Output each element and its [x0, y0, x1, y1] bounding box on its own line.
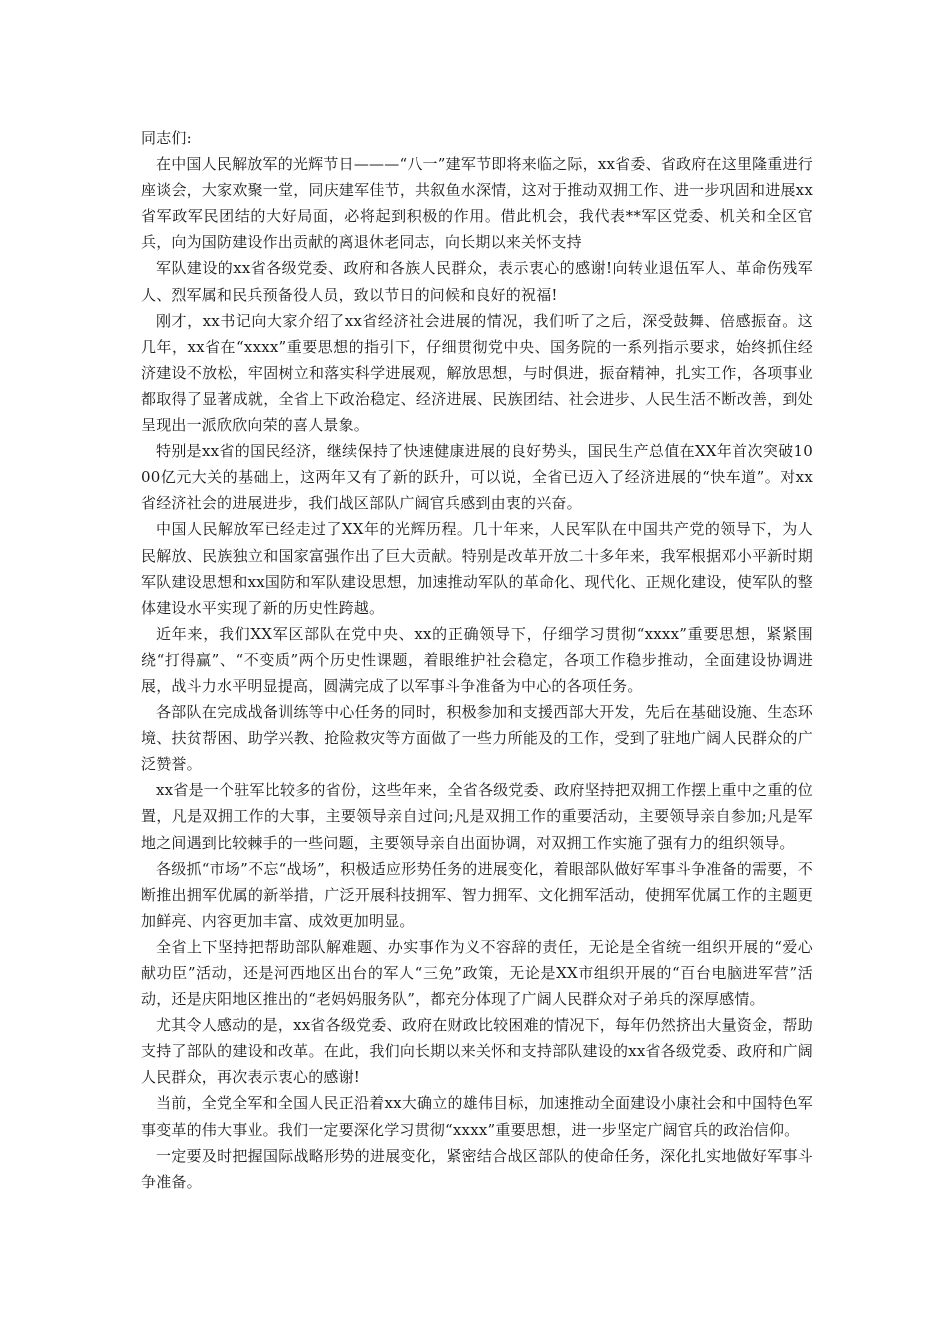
- paragraph: 各部队在完成战备训练等中心任务的同时，积极参加和支援西部大开发，先后在基础设施、生态环境、扶贫帮困、助学兴教、抢险救灾等方面做了一些力所能及的工作，受到了驻地广阔人民群众的广泛赞誉。: [141, 703, 813, 774]
- paragraph: xx省是一个驻军比较多的省份，这些年来，全省各级党委、政府坚持把双拥工作摆上重中之重的位置，凡是双拥工作的大事，主要领导亲自过问;凡是双拥工作的重要活动，主要领导亲自参加;凡是军地之间遇到比较棘手的一些问题，主要领导亲自出面协调，对双拥工作实施了强有力的组织领导。: [141, 781, 813, 852]
- paragraph: 近年来，我们XX军区部队在党中央、xx的正确领导下，仔细学习贯彻“xxxx”重要思想，紧紧围绕“打得赢”、“不变质”两个历史性课题，着眼维护社会稳定，各项工作稳步推动，全面建设协调进展，战斗力水平明显提高，圆满完成了以军事斗争准备为中心的各项任务。: [141, 624, 813, 695]
- paragraph: 刚才，xx书记向大家介绍了xx省经济社会进展的情况，我们听了之后，深受鼓舞、倍感振奋。这几年，xx省在“xxxx”重要思想的指引下，仔细贯彻党中央、国务院的一系列指示要求，始终抓住经济建设不放松，牢固树立和落实科学进展观，解放思想，与时俱进，振奋精神，扎实工作，各项事业都取得了显著成就，全省上下政治稳定、经济进展、民族团结、社会进步、人民生活不断改善，到处呈现出一派欣欣向荣的喜人景象。: [141, 311, 813, 435]
- paragraph: 中国人民解放军已经走过了XX年的光辉历程。几十年来，人民军队在中国共产党的领导下，为人民解放、民族独立和国家富强作出了巨大贡献。特别是改革开放二十多年来，我军根据邓小平新时期军队建设思想和xx国防和军队建设思想，加速推动军队的革命化、现代化、正规化建设，使军队的整体建设水平实现了新的历史性跨越。: [141, 520, 813, 617]
- paragraph: 在中国人民解放军的光辉节日———“八一”建军节即将来临之际，xx省委、省政府在这里隆重进行座谈会，大家欢聚一堂，同庆建军佳节，共叙鱼水深情，这对于推动双拥工作、进一步巩固和进展xx省军政军民团结的大好局面，必将起到积极的作用。借此机会，我代表**军区党委、机关和全区官兵，向为国防建设作出贡献的离退休老同志，向长期以来关怀支持: [141, 155, 813, 252]
- document-body: [141, 125, 813, 1195]
- paragraph: 各级抓“市场”不忘“战场”，积极适应形势任务的进展变化，着眼部队做好军事斗争准备的需要，不断推出拥军优属的新举措，广泛开展科技拥军、智力拥军、文化拥军活动，使拥军优属工作的主题更加鲜亮、内容更加丰富、成效更加明显。: [141, 859, 813, 930]
- paragraph: 当前，全党全军和全国人民正沿着xx大确立的雄伟目标，加速推动全面建设小康社会和中国特色军事变革的伟大事业。我们一定要深化学习贯彻“xxxx”重要思想，进一步坚定广阔官兵的政治信仰。: [141, 1094, 813, 1139]
- paragraph: 特别是xx省的国民经济，继续保持了快速健康进展的良好势头，国民生产总值在XX年首次突破1000亿元大关的基础上，这两年又有了新的跃升，可以说，全省已迈入了经济进展的“快车道”。对xx省经济社会的进展进步，我们战区部队广阔官兵感到由衷的兴奋。: [141, 442, 813, 513]
- paragraph: 军队建设的xx省各级党委、政府和各族人民群众，表示衷心的感谢!向转业退伍军人、革命伤残军人、烈军属和民兵预备役人员，致以节日的问候和良好的祝福!: [141, 259, 813, 304]
- paragraph: 尤其令人感动的是，xx省各级党委、政府在财政比较困难的情况下，每年仍然挤出大量资金，帮助支持了部队的建设和改革。在此，我们向长期以来关怀和支持部队建设的xx省各级党委、政府和广阔人民群众，再次表示衷心的感谢!: [141, 1016, 813, 1087]
- paragraph: 一定要及时把握国际战略形势的进展变化，紧密结合战区部队的使命任务，深化扎实地做好军事斗争准备。: [141, 1146, 813, 1191]
- salutation: 同志们:: [141, 129, 192, 147]
- paragraph: 全省上下坚持把帮助部队解难题、办实事作为义不容辞的责任，无论是全省统一组织开展的“爱心献功臣”活动，还是河西地区出台的军人“三免”政策，无论是XX市组织开展的“百台电脑进军营”活动，还是庆阳地区推出的“老妈妈服务队”，都充分体现了广阔人民群众对子弟兵的深厚感情。: [141, 937, 813, 1009]
